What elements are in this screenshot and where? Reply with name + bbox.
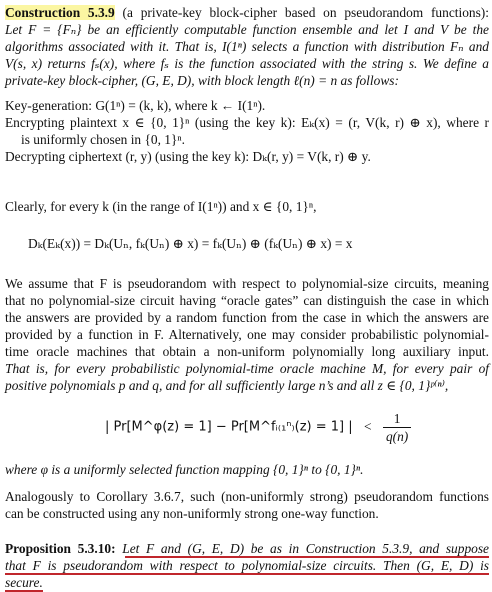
para-line-6: That is, for every probabilistic polynomial-time oracle machine M, for every pair of <box>5 361 489 376</box>
construction-line-1 <box>5 4 489 21</box>
clearly-text: Clearly, for every k (in the range of I(1ⁿ)) and x ∈ {0, 1}ⁿ, <box>5 199 317 214</box>
construction-line-2: Let F = {Fₙ} be an efficiently computable function ensemble and let I and V be the <box>5 22 489 37</box>
correctness-equation: Dₖ(Eₖ(x)) = Dₖ(Uₙ, fₖ(Uₙ) ⊕ x) = fₖ(Uₙ) ⊕ (fₖ(Uₙ) ⊕ x) = x <box>28 236 353 251</box>
inequality-lt: < <box>364 418 372 434</box>
analogous-paragraph <box>5 488 489 522</box>
encrypt-line-2: is uniformly chosen in {0, 1}ⁿ. <box>21 132 185 147</box>
para-line-1: We assume that F is pseudorandom with respect to polynomial-size circuits, meaning <box>5 276 489 291</box>
para-line-4: provided by a function in F. Alternatively, one may consider probabilistic polynomial- <box>5 327 489 342</box>
where-text: where φ is a uniformly selected function mapping {0, 1}ⁿ to {0, 1}ⁿ. <box>5 462 364 477</box>
para-line-2: that no polynomial-size circuit having “oracle gates” can distinguish the case in which <box>5 293 489 308</box>
inequality-fraction <box>383 410 411 445</box>
fraction-numerator: 1 <box>383 410 411 428</box>
algorithm-list <box>5 97 489 165</box>
decrypt-line: Decrypting ciphertext (r, y) (using the key k): Dₖ(r, y) = V(k, r) ⊕ y. <box>5 149 371 164</box>
keygen-line: Key-generation: G(1ⁿ) = (k, k), where k ← I(1ⁿ). <box>5 98 266 113</box>
proposition-label: Proposition 5.3.10: <box>5 541 116 556</box>
analog-line-1: Analogously to Corollary 3.6.7, such (non-uniformly strong) pseudorandom functions <box>5 489 489 504</box>
analog-line-2: can be constructed using any non-uniformly strong one-way function. <box>5 506 379 521</box>
construction-line-4: V(s, x) returns fₛ(x), where fₛ is the function associated with the string s. We define a <box>5 56 489 71</box>
construction-block <box>5 4 489 89</box>
fraction-denominator: q(n) <box>385 429 409 444</box>
para-line-5: time oracle machines that obtain a non-uniform polynomially long auxiliary input. <box>5 344 489 359</box>
underline-1 <box>125 556 489 558</box>
security-inequality <box>105 410 411 445</box>
para-line-7: positive polynomials p and q, and for all sufficiently large n’s and all z ∈ {0, 1}ᵖ⁽ⁿ⁾, <box>5 378 449 393</box>
construction-label: Construction 5.3.9 <box>5 5 115 20</box>
clearly-line <box>5 198 489 215</box>
encrypt-line-1: Encrypting plaintext x ∈ {0, 1}ⁿ (using the key k): Eₖ(x) = (r, V(k, r) ⊕ x), where r <box>5 115 489 130</box>
proposition-line-3: secure. <box>5 575 43 590</box>
assumption-paragraph <box>5 275 489 394</box>
proposition-line-2: that F is pseudorandom with respect to polynomial-size circuits. Then (G, E, D) is <box>5 558 489 573</box>
underline-2 <box>5 573 489 575</box>
where-line <box>5 461 489 478</box>
proposition-block <box>5 540 489 591</box>
underline-3 <box>5 590 43 592</box>
construction-title: (a private-key block-cipher based on pseudorandom functions): <box>114 5 489 20</box>
construction-line-5: private-key block-cipher, (G, E, D), with block length ℓ(n) = n as follows: <box>5 73 399 88</box>
inequality-lhs: | Pr[M^φ(z) = 1] − Pr[M^fᵢ₍₁ⁿ₎(z) = 1] | <box>105 419 353 435</box>
construction-line-3: algorithms associated with it. That is, I(1ⁿ) selects a function with distribution Fₙ and <box>5 39 489 54</box>
proposition-line-1 <box>5 540 489 557</box>
para-line-3: the answers are provided by a random function from the case in which the answers are <box>5 310 489 325</box>
proposition-text-1: Let F and (G, E, D) be as in Construction 5.3.9, and suppose <box>115 541 489 556</box>
